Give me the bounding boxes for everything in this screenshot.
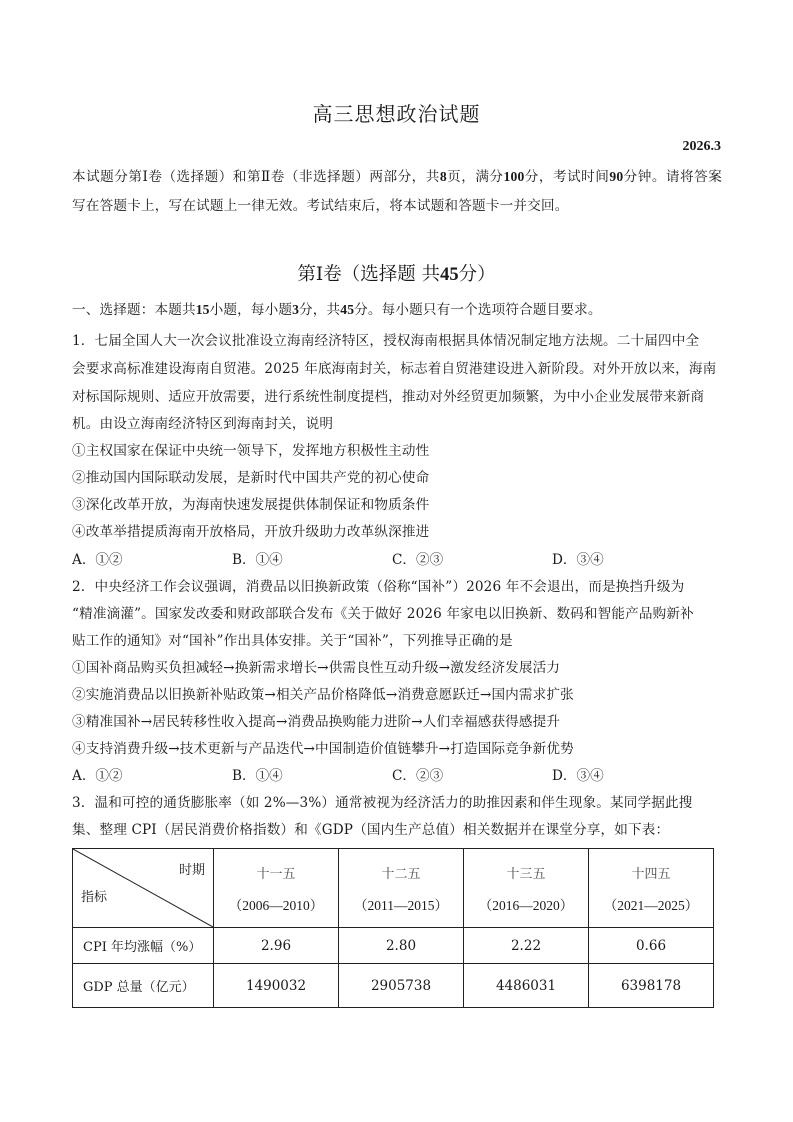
table-header-cell — [214, 849, 339, 928]
row-label-cpi: CPI 年均涨幅（%） — [73, 928, 214, 964]
question-stem-line: 对标国际规则、适应开放需要，进行系统性制度提档，推动对外经贸更加频繁，为中小企业发展带来新商 — [72, 389, 705, 405]
option-c[interactable]: C．②③ — [392, 552, 444, 568]
intro-text: 分，考试时间 — [524, 169, 610, 185]
points-total: 45 — [340, 302, 355, 317]
option-b[interactable]: B．①④ — [232, 552, 283, 568]
exam-minutes: 90 — [609, 169, 624, 184]
statement: ④支持消费升级→技术更新与产品迭代→中国制造价值链攀升→打造国际竞争新优势 — [72, 741, 574, 757]
row-label-gdp: GDP 总量（亿元） — [73, 964, 214, 1008]
page-count: 8 — [439, 169, 447, 184]
answer-options — [72, 546, 722, 574]
section-title — [0, 260, 793, 286]
table-cell: 4486031 — [464, 964, 589, 1008]
table-cell: 2.96 — [214, 928, 339, 964]
exam-title: 高三思想政治试题 — [312, 102, 481, 126]
table-cell: 2.22 — [464, 928, 589, 964]
table-cell: 0.66 — [589, 928, 714, 964]
table-cell: 2905738 — [339, 964, 464, 1008]
intro-text: 分钟。请将答案写在答题卡上，写在试题上一律无效。考试结束后，将本试题和答题卡一并交回。 — [72, 169, 722, 214]
intro-text: 本试题分第Ⅰ卷（选择题）和第Ⅱ卷（非选择题）两部分，共 — [72, 169, 440, 185]
question-stem-line: 贴工作的通知》对“国补”作出具体安排。关于“国补”，下列推导正确的是 — [72, 633, 513, 649]
question-stem-line: 机。由设立海南经济特区到海南封关，说明 — [72, 416, 334, 432]
instruction-text: 小题，每小题 — [209, 302, 293, 318]
question-stem-line: 集、整理 CPI（居民消费价格指数）和《GDP（国内生产总值）相关数据并在课堂分享，如下表： — [72, 822, 670, 838]
section-title-text: 分） — [458, 264, 496, 285]
statement: ②实施消费品以旧换新补贴政策→相关产品价格降低→消费意愿跃迁→国内需求扩张 — [72, 687, 574, 703]
intro-text: 页，满分 — [446, 169, 504, 185]
period-years: （2006—2010） — [228, 897, 324, 913]
table-header-cell — [339, 849, 464, 928]
section-score: 45 — [440, 265, 459, 285]
table-header-row — [73, 849, 714, 928]
table-cell: 1490032 — [214, 964, 339, 1008]
cpi-gdp-table — [72, 848, 714, 1008]
statement: ④改革举措提质海南开放格局，开放升级助力改革纵深推进 — [72, 524, 430, 540]
statement: ①主权国家在保证中央统一领导下，发挥地方积极性主动性 — [72, 443, 430, 459]
full-score: 100 — [503, 169, 525, 184]
period-years: （2016—2020） — [478, 897, 574, 913]
statement: ③精准国补→居民转移性收入提高→消费品换购能力进阶→人们幸福感获得感提升 — [72, 714, 561, 730]
option-b[interactable]: B．①④ — [232, 768, 283, 784]
question-count: 15 — [195, 302, 210, 317]
option-c[interactable]: C．②③ — [392, 768, 444, 784]
question-stem-line: 1．七届全国人大一次会议批准设立海南经济特区，授权海南根据具体情况制定地方法规。二十届四中全 — [72, 333, 700, 349]
exam-date: 2026.3 — [682, 139, 721, 154]
option-a[interactable]: A．①② — [72, 768, 123, 784]
exam-instructions — [72, 163, 722, 220]
period-name: 十二五 — [381, 866, 421, 882]
instruction-text: 一、选择题：本题共 — [72, 302, 196, 318]
table-cell: 6398178 — [589, 964, 714, 1008]
statement: ②推动国内国际联动发展，是新时代中国共产党的初心使命 — [72, 470, 430, 486]
question-stem-line: 3．温和可控的通货膨胀率（如 2%—3%）通常被视为经济活力的助推因素和伴生现象。某同学据此搜 — [72, 795, 693, 811]
section-instruction — [72, 296, 727, 324]
statement: ③深化改革开放，为海南快速发展提供体制保证和物质条件 — [72, 497, 430, 513]
option-d[interactable]: D．③④ — [552, 768, 604, 784]
corner-period-label: 时期 — [178, 863, 205, 878]
instruction-text: 分。每小题只有一个选项符合题目要求。 — [354, 302, 602, 318]
question-stem-line: 2．中央经济工作会议强调，消费品以旧换新政策（俗称“国补”）2026 年不会退出，而是换挡升级为 — [72, 579, 685, 595]
period-name: 十三五 — [506, 866, 546, 882]
period-name: 十一五 — [256, 866, 296, 882]
table-corner-cell — [73, 849, 214, 928]
points-each: 3 — [292, 302, 300, 317]
corner-indicator-label: 指标 — [81, 890, 108, 905]
period-name: 十四五 — [631, 866, 671, 882]
section-title-text: 第Ⅰ卷（选择题 共 — [297, 264, 441, 285]
table-header-cell — [589, 849, 714, 928]
period-years: （2011—2015） — [354, 897, 448, 913]
period-years: （2021—2025） — [603, 897, 699, 913]
table-cell: 2.80 — [339, 928, 464, 964]
statement: ①国补商品购买负担减轻→换新需求增长→供需良性互动升级→激发经济发展活力 — [72, 660, 561, 676]
question-stem-line: “精准滴灌”。国家发改委和财政部联合发布《关于做好 2026 年家电以旧换新、数码和智能产品购新补 — [72, 606, 694, 622]
option-a[interactable]: A．①② — [72, 552, 123, 568]
table-header-cell — [464, 849, 589, 928]
question-stem-line: 会要求高标准建设海南自贸港。2025 年底海南封关，标志着自贸港建设进入新阶段。对外开放以来，海南 — [72, 361, 717, 377]
table-row — [73, 928, 714, 964]
table-row — [73, 964, 714, 1008]
instruction-text: 分，共 — [299, 302, 341, 318]
answer-options — [72, 762, 722, 790]
option-d[interactable]: D．③④ — [552, 552, 604, 568]
